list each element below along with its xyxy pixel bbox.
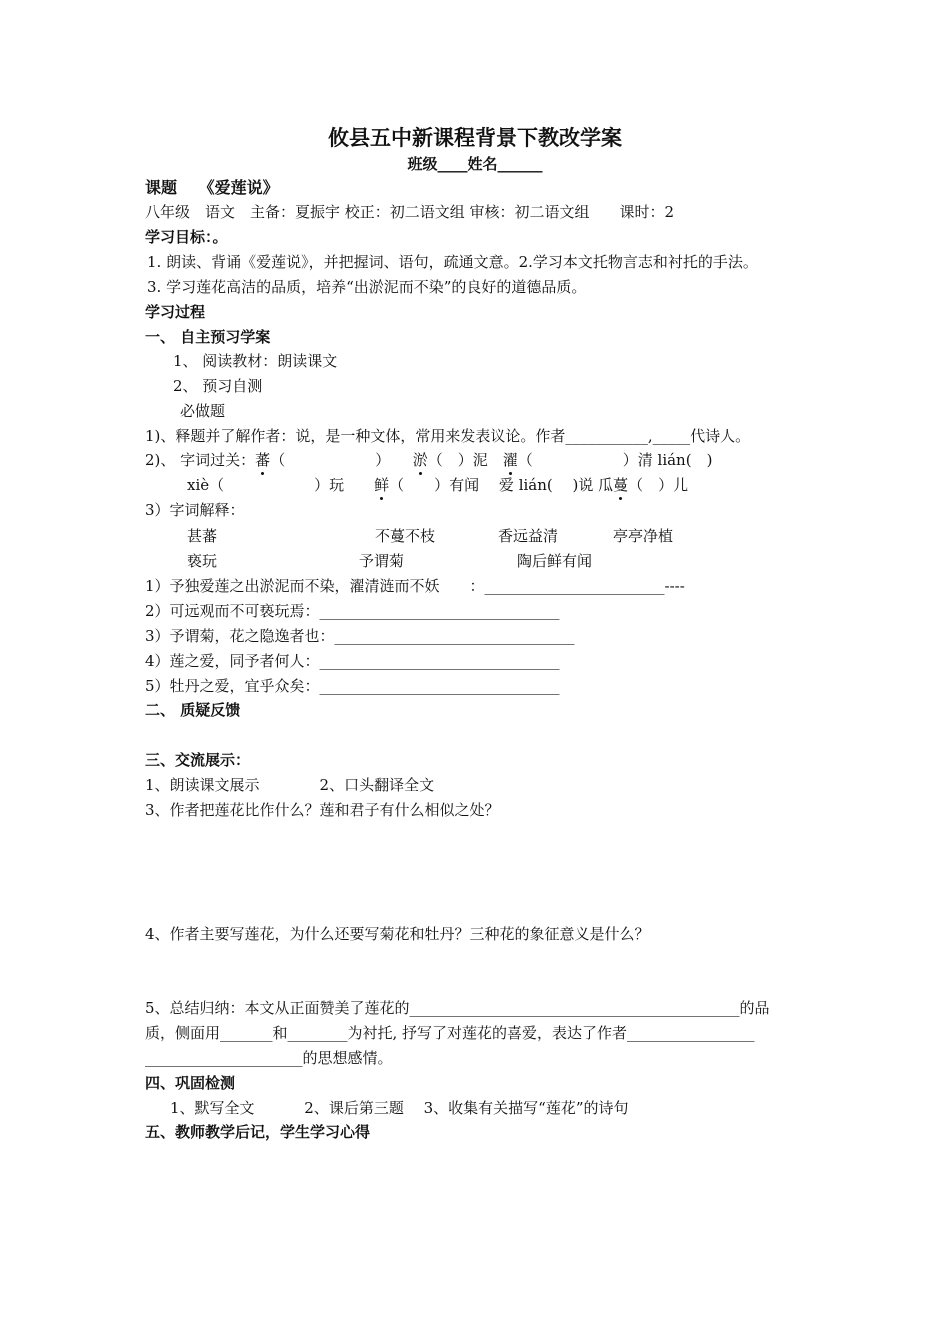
dotted-character: 淤	[412, 451, 428, 469]
section2-heading: 二、 质疑反馈	[145, 701, 241, 719]
question-pronunciation-cont	[187, 475, 688, 495]
dotted-character: 濯	[502, 451, 518, 469]
activity-question: 3、作者把莲花比作什么？莲和君子有什么相似之处？	[145, 801, 500, 819]
translation-item: 2）可远观而不可亵玩焉：________________________________	[145, 602, 560, 620]
process-heading: 学习过程	[145, 303, 206, 321]
section3-heading: 三、交流展示：	[145, 751, 251, 769]
vocab-term: 予谓菊	[359, 552, 405, 570]
section4-heading: 四、巩固检测	[145, 1074, 236, 1092]
text-segment: 2)、 字词过关：	[145, 451, 256, 469]
translation-item: 1）予独爱莲之出淤泥而不染，濯清涟而不妖 ：________________________----	[145, 577, 685, 595]
translation-item: 3）予谓菊，花之隐逸者也：________________________________	[145, 627, 575, 645]
summary-line: 5、总结归纳：本文从正面赞美了莲花的____________________________________________的品	[145, 999, 770, 1017]
lesson-topic: 课题 《爱莲说》	[145, 178, 279, 197]
question-pronunciation	[145, 450, 712, 470]
objective-item: 3. 学习莲花高洁的品质，培养“出淤泥而不染”的良好的道德品质。	[147, 278, 587, 296]
dotted-character: 鲜	[374, 476, 390, 494]
vocab-term: 亵玩	[187, 552, 218, 570]
question-title-author: 1)、释题并了解作者：说，是一种文体，常用来发表议论。作者___________,_____代诗人。	[145, 427, 751, 445]
section5-heading: 五、教师教学后记，学生学习心得	[145, 1123, 371, 1141]
summary-line: _____________________的思想感情。	[145, 1049, 393, 1067]
summary-line: 质，侧面用_______和________为衬托, 抒写了对莲花的喜爱，表达了作者_________________	[145, 1024, 755, 1042]
lesson-meta: 八年级 语文 主备：夏振宇 校正：初二语文组 审核：初二语文组 课时：2	[145, 203, 675, 221]
dotted-character: 蕃	[255, 451, 271, 469]
required-label: 必做题	[180, 402, 226, 420]
text-segment: （ ）清 lián( )	[517, 451, 713, 469]
consolidation-tasks: 1、默写全文 2、课后第三题 3、收集有关描写“莲花”的诗句	[170, 1099, 629, 1117]
vocab-heading: 3）字词解释：	[145, 501, 245, 519]
dotted-character: 蔓	[613, 476, 629, 494]
translation-item: 4）莲之爱，同予者何人：________________________________	[145, 652, 560, 670]
vocab-term: 甚蕃	[187, 527, 218, 545]
translation-item: 5）牡丹之爱，宜乎众矣：________________________________	[145, 677, 560, 695]
objective-item: 1. 朗读、背诵《爱莲说》，并把握词、语句，疏通文意。2.学习本文托物言志和衬托的手法。	[147, 253, 758, 271]
preview-step: 1、 阅读教材：朗读课文	[173, 352, 338, 370]
text-segment: xiè（ ）玩	[187, 476, 375, 494]
text-segment: （ ）泥	[427, 451, 503, 469]
section1-heading: 一、 自主预习学案	[145, 328, 271, 346]
activity-question: 4、作者主要写莲花，为什么还要写菊花和牡丹？三种花的象征意义是什么？	[145, 925, 650, 943]
vocab-term: 香远益清	[498, 527, 559, 545]
text-segment: （ ）	[270, 451, 413, 469]
preview-step: 2、 预习自测	[173, 377, 263, 395]
vocab-term: 陶后鲜有闻	[517, 552, 593, 570]
activity-line: 1、朗读课文展示 2、口头翻译全文	[145, 776, 435, 794]
text-segment: （ ）儿	[628, 476, 689, 494]
class-name-line: 班级____姓名______	[407, 155, 543, 173]
vocab-term: 不蔓不枝	[375, 527, 436, 545]
vocab-term: 亭亭净植	[613, 527, 674, 545]
page-title: 攸县五中新课程背景下教改学案	[328, 126, 622, 150]
objectives-heading: 学习目标：。	[145, 228, 228, 246]
text-segment: （ ）有闻 爱 lián( )说 瓜	[389, 476, 614, 494]
